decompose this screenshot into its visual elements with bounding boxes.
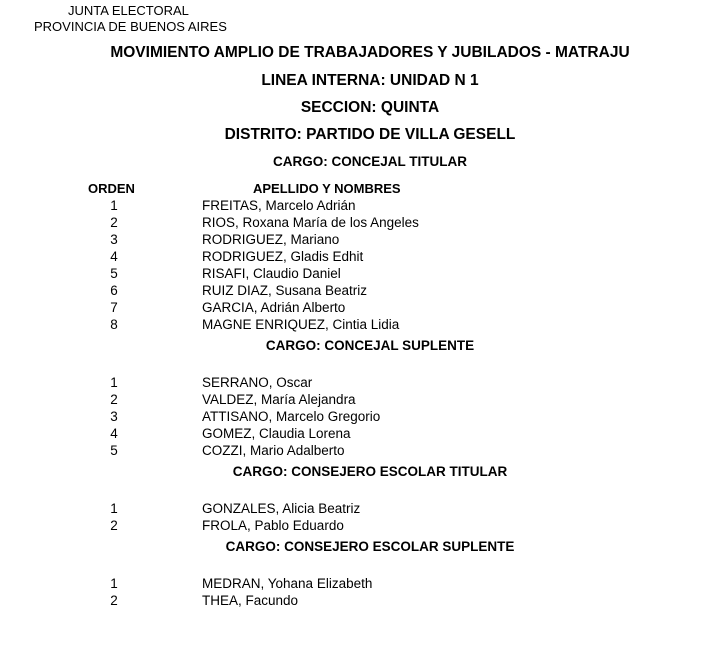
list-item [0, 592, 722, 609]
candidate-name: RUIZ DIAZ, Susana Beatriz [202, 283, 368, 298]
list-item [0, 575, 722, 592]
orden-number: 1 [110, 375, 118, 390]
orden-number: 7 [110, 300, 118, 315]
cargo-concejal-suplente: CARGO: CONCEJAL SUPLENTE [265, 338, 475, 353]
orden-number: 5 [110, 266, 118, 281]
organization-header [34, 3, 227, 35]
orden-number: 2 [110, 593, 118, 608]
orden-number: 2 [110, 518, 118, 533]
list-item [0, 316, 722, 333]
org-line-provincia: PROVINCIA DE BUENOS AIRES [34, 19, 227, 34]
candidate-name: RIOS, Roxana María de los Angeles [202, 215, 419, 230]
list-item [0, 500, 722, 517]
candidate-name: RISAFI, Claudio Daniel [202, 266, 341, 281]
candidate-name: RODRIGUEZ, Mariano [202, 232, 340, 247]
list-item [0, 231, 722, 248]
candidate-name: ATTISANO, Marcelo Gregorio [202, 409, 381, 424]
list-item [0, 265, 722, 282]
orden-number: 3 [110, 409, 118, 424]
list-item [0, 442, 722, 459]
cargo-concejal-titular: CARGO: CONCEJAL TITULAR [273, 154, 467, 169]
list-item [0, 197, 722, 214]
orden-number: 4 [110, 426, 118, 441]
orden-number: 5 [110, 443, 118, 458]
candidate-name: MAGNE ENRIQUEZ, Cintia Lidia [202, 317, 400, 332]
candidate-name: SERRANO, Oscar [202, 375, 313, 390]
orden-number: 6 [110, 283, 118, 298]
list-item [0, 299, 722, 316]
orden-number: 2 [110, 392, 118, 407]
column-header-orden: ORDEN [88, 181, 135, 196]
candidate-name: RODRIGUEZ, Gladis Edhit [202, 249, 364, 264]
seccion: SECCION: QUINTA [300, 99, 440, 116]
orden-number: 4 [110, 249, 118, 264]
list-item [0, 425, 722, 442]
list-item [0, 282, 722, 299]
candidate-name: MEDRAN, Yohana Elizabeth [202, 576, 373, 591]
orden-number: 8 [110, 317, 118, 332]
orden-number: 1 [110, 501, 118, 516]
candidate-name: VALDEZ, María Alejandra [202, 392, 356, 407]
candidate-name: COZZI, Mario Adalberto [202, 443, 345, 458]
candidate-name: FROLA, Pablo Eduardo [202, 518, 344, 533]
list-item [0, 517, 722, 534]
candidate-name: GOMEZ, Claudia Lorena [202, 426, 351, 441]
list-item [0, 408, 722, 425]
list-item [0, 374, 722, 391]
column-header-nombres: APELLIDO Y NOMBRES [253, 181, 401, 196]
org-line-junta: JUNTA ELECTORAL [68, 3, 189, 18]
linea-interna: LINEA INTERNA: UNIDAD N 1 [261, 72, 479, 89]
candidate-name: THEA, Facundo [202, 593, 299, 608]
orden-number: 2 [110, 215, 118, 230]
orden-number: 1 [110, 198, 118, 213]
cargo-consejero-escolar-suplente: CARGO: CONSEJERO ESCOLAR SUPLENTE [225, 539, 515, 554]
orden-number: 3 [110, 232, 118, 247]
candidate-name: GARCIA, Adrián Alberto [202, 300, 346, 315]
list-item [0, 391, 722, 408]
candidate-name: GONZALES, Alicia Beatriz [202, 501, 361, 516]
list-item [0, 214, 722, 231]
candidate-name: FREITAS, Marcelo Adrián [202, 198, 356, 213]
cargo-consejero-escolar-titular: CARGO: CONSEJERO ESCOLAR TITULAR [232, 464, 508, 479]
orden-number: 1 [110, 576, 118, 591]
distrito: DISTRITO: PARTIDO DE VILLA GESELL [224, 126, 516, 143]
movimiento-title: MOVIMIENTO AMPLIO DE TRABAJADORES Y JUBILADOS - MATRAJU [110, 44, 630, 61]
list-item [0, 248, 722, 265]
